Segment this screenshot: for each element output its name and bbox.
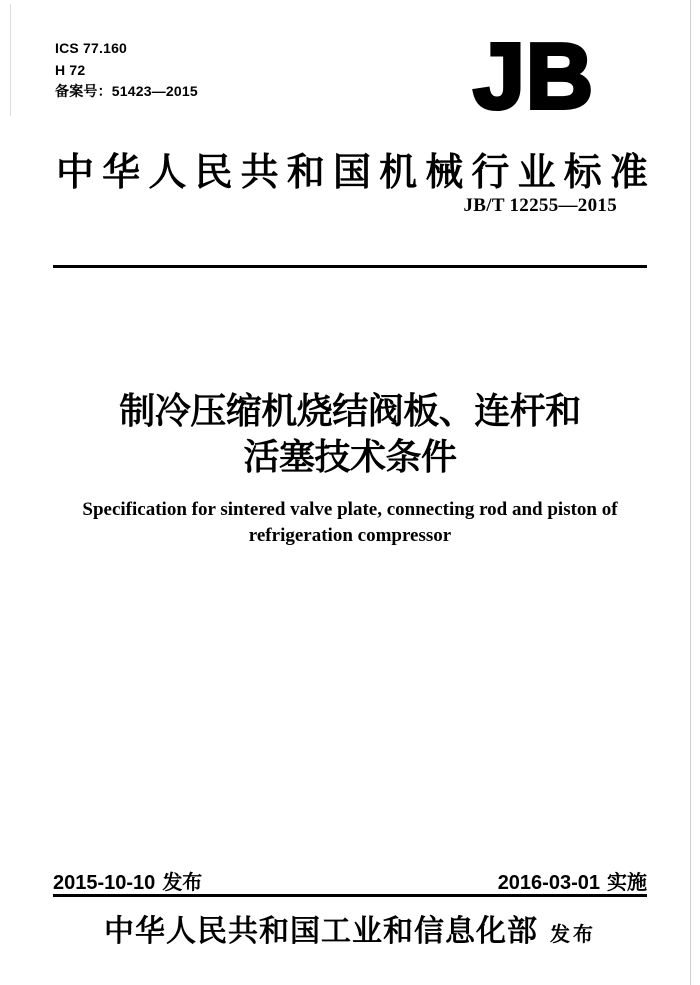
title-chinese-line2: 活塞技术条件	[243, 436, 457, 477]
standard-name-char: 机	[379, 152, 418, 194]
title-chinese-line1: 制冷压缩机烧结阀板、连杆和	[119, 390, 581, 431]
standard-number: JB/T 12255—2015	[463, 195, 617, 216]
header-rule	[53, 265, 647, 268]
implement-date: 2016-03-01	[497, 872, 600, 894]
title-chinese	[0, 388, 700, 480]
standard-name-char: 国	[332, 152, 371, 194]
standard-name-char: 业	[517, 152, 556, 194]
publisher-name: 中华人民共和国工业和信息化部	[104, 915, 538, 948]
scan-edge-right	[690, 0, 691, 985]
title-english-line2: refrigeration compressor	[248, 525, 452, 546]
scan-edge-left	[10, 4, 11, 116]
title-english-line1: Specification for sintered valve plate, connecting rod and piston of	[82, 499, 618, 520]
jb-logo: JB	[473, 24, 594, 128]
standard-name-char: 中	[56, 152, 95, 194]
footer-rule	[53, 894, 647, 897]
issue-date-pair	[53, 866, 202, 895]
issue-label: 发布	[162, 872, 203, 894]
standard-name-char: 共	[240, 152, 279, 194]
issue-date: 2015-10-10	[53, 872, 156, 894]
header-meta-block	[55, 38, 198, 103]
standard-name-char: 民	[194, 152, 233, 194]
implement-label: 实施	[607, 872, 647, 894]
title-english	[0, 497, 700, 549]
record-number: 备案号：51423—2015	[55, 83, 198, 99]
ics-code: ICS 77.160	[55, 40, 128, 56]
publisher-row	[0, 906, 700, 950]
publisher-action: 发布	[550, 924, 596, 946]
standard-name-char: 标	[563, 152, 602, 194]
implement-date-pair	[498, 866, 647, 895]
standard-name-banner	[56, 141, 648, 196]
standard-name-char: 和	[286, 152, 325, 194]
classification-code: H 72	[55, 61, 86, 78]
standard-name-char: 械	[425, 152, 464, 194]
footer-dates-row	[53, 866, 647, 895]
standard-name-char: 华	[102, 152, 141, 194]
standard-name-char: 准	[609, 152, 648, 194]
standard-name-char: 人	[148, 152, 187, 194]
standard-name-char: 行	[471, 152, 510, 194]
